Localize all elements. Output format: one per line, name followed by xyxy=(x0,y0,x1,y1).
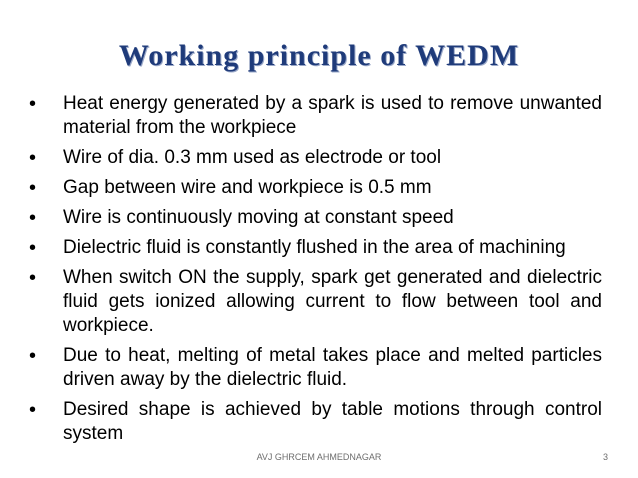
page-number: 3 xyxy=(602,452,608,462)
bullet-list xyxy=(26,92,602,452)
bullet-item: • When switch ON the supply, spark get generated and dielectric fluid gets ionized allowing current to flow between tool and workpiece. xyxy=(26,266,602,338)
bullet-item: • Wire of dia. 0.3 mm used as electrode or tool xyxy=(26,146,602,170)
bullet-item: • Gap between wire and workpiece is 0.5 mm xyxy=(26,176,602,200)
bullet-item: • Heat energy generated by a spark is used to remove unwanted material from the workpiece xyxy=(26,92,602,140)
bullet-item: • Desired shape is achieved by table motions through control system xyxy=(26,398,602,446)
slide-title: Working principle of WEDM xyxy=(118,39,520,72)
bullet-item: • Due to heat, melting of metal takes place and melted particles driven away by the dielectric fluid. xyxy=(26,344,602,392)
bullet-item: • Dielectric fluid is constantly flushed in the area of machining xyxy=(26,236,602,260)
bullet-item: • Wire is continuously moving at constant speed xyxy=(26,206,602,230)
footer-text: AVJ GHRCEM AHMEDNAGAR xyxy=(256,452,382,462)
